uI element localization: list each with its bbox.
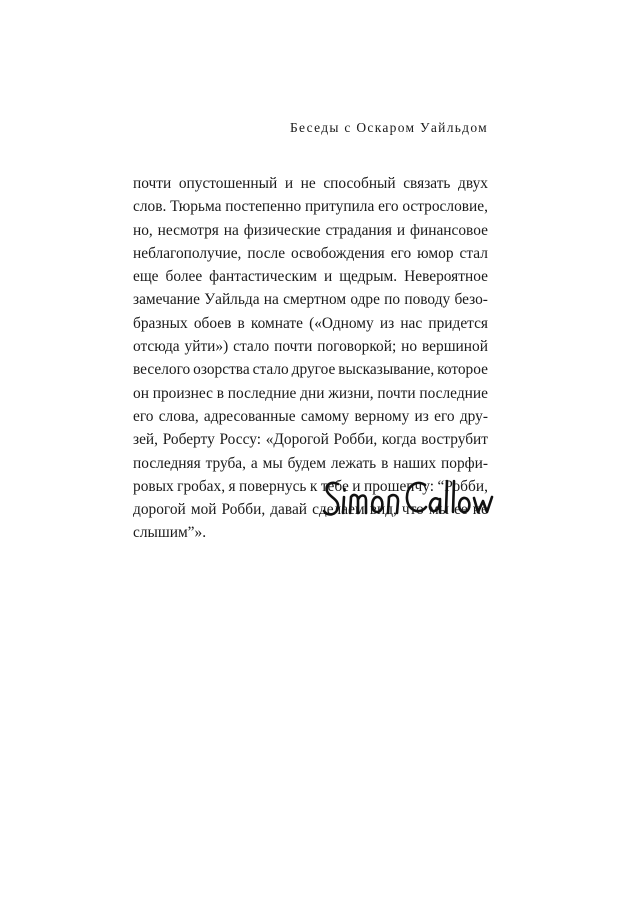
word: к — [309, 477, 318, 495]
word: связать — [403, 175, 451, 192]
text-line — [133, 195, 488, 218]
word: произнес — [152, 384, 213, 402]
text-line — [133, 335, 488, 358]
word: почти — [274, 338, 313, 356]
word: Роберту — [162, 431, 215, 449]
word: другое — [291, 361, 336, 379]
word: зей, — [133, 431, 158, 449]
word: дорогой — [133, 501, 186, 519]
word: но, — [133, 221, 153, 239]
word: мой — [190, 501, 217, 519]
word: слов. — [133, 198, 167, 216]
word: поводу — [404, 291, 451, 309]
word: и — [284, 175, 294, 192]
word: веселого — [133, 361, 191, 379]
word: вид, — [369, 501, 397, 519]
word: фантастическим — [209, 268, 317, 286]
word: лежать — [330, 454, 377, 472]
word: уйти») — [184, 338, 229, 356]
word: одре — [350, 291, 380, 309]
word: на — [223, 221, 239, 239]
text-line — [133, 172, 488, 195]
word: повернусь — [239, 477, 307, 495]
word: последние — [419, 384, 488, 402]
text-line — [133, 265, 488, 288]
word: его — [390, 244, 412, 262]
word: ее — [454, 501, 468, 519]
word: я — [228, 477, 236, 495]
word: стал — [459, 244, 488, 262]
text-line — [133, 452, 488, 475]
word: освобождения — [291, 244, 385, 262]
word: постепенно — [225, 198, 302, 216]
word: («Одному — [309, 314, 374, 332]
word: а — [250, 454, 258, 472]
word: Тюрьма — [170, 198, 222, 216]
word: по — [384, 291, 401, 309]
word: что — [401, 501, 424, 519]
word: Робби, — [221, 501, 266, 519]
word: наших — [393, 454, 437, 472]
word: финансовое — [410, 221, 488, 239]
word: не — [472, 501, 488, 519]
word: будем — [287, 454, 326, 472]
word: на — [263, 291, 279, 309]
word: не — [300, 175, 316, 192]
word: давай — [270, 501, 308, 519]
word: порфи- — [441, 454, 488, 472]
word: после — [247, 244, 286, 262]
word: прошепчу: — [363, 477, 435, 495]
word: неблагополучие, — [133, 244, 242, 262]
word: тебе — [320, 477, 349, 495]
word: в — [381, 454, 389, 472]
word: слова, — [158, 407, 199, 425]
word: верному — [354, 407, 410, 425]
word: и — [396, 221, 406, 239]
word: поговоркой; — [317, 338, 397, 356]
word: последняя — [133, 454, 201, 472]
word: дни — [300, 384, 325, 402]
word: Невероятное — [404, 268, 488, 286]
word: самому — [300, 407, 350, 425]
word: почти — [133, 175, 172, 192]
word: дру- — [459, 407, 488, 425]
text-line — [133, 312, 488, 335]
text-line — [133, 288, 488, 311]
text-line — [133, 358, 488, 381]
word: он — [133, 384, 149, 402]
running-header: Беседы с Оскаром Уайльдом — [289, 120, 488, 135]
word: Россу: — [219, 431, 261, 449]
word: когда — [381, 431, 417, 449]
word: его — [378, 198, 399, 216]
word: страдания — [325, 221, 392, 239]
word: сделаем — [312, 501, 365, 519]
text-line — [133, 219, 488, 242]
word: его — [434, 407, 455, 425]
text-line: слышим”». — [133, 524, 207, 542]
word: более — [165, 268, 203, 286]
word: стало — [252, 361, 289, 379]
word: двух — [458, 175, 488, 192]
text-line — [133, 382, 488, 405]
word: озорства — [193, 361, 250, 379]
word: из — [414, 407, 429, 425]
word: смертном — [283, 291, 347, 309]
word: его — [133, 407, 154, 425]
word: Робби, — [333, 431, 378, 449]
word: опустошенный — [178, 175, 278, 192]
word: жизни, — [328, 384, 374, 402]
text-line — [133, 242, 488, 265]
word: бразных — [133, 314, 188, 332]
word: обоев — [193, 314, 232, 332]
word: мы — [428, 501, 450, 519]
word: притупила — [304, 198, 375, 216]
word: вострубит — [421, 431, 488, 449]
word: остроcловие, — [402, 198, 488, 216]
word: почти — [377, 384, 416, 402]
word: стало — [233, 338, 270, 356]
word: способный — [323, 175, 396, 192]
text-line — [133, 428, 488, 451]
word: юмор — [417, 244, 454, 262]
word: придется — [428, 314, 488, 332]
word: замечание — [133, 291, 200, 309]
word: последние — [227, 384, 297, 402]
signature — [322, 475, 494, 523]
word: физические — [243, 221, 321, 239]
word: нас — [400, 314, 423, 332]
word: которое — [437, 361, 488, 379]
word: но — [401, 338, 418, 356]
word: высказывание, — [338, 361, 435, 379]
word: и — [352, 477, 361, 495]
word: «Дорогой — [265, 431, 329, 449]
word: Уайльда — [204, 291, 260, 309]
word: несмотря — [157, 221, 219, 239]
word: вершиной — [421, 338, 488, 356]
word: безо- — [454, 291, 488, 309]
word: и — [323, 268, 333, 286]
word: отсюда — [133, 338, 180, 356]
word: “Робби, — [437, 477, 488, 495]
word: в — [216, 384, 225, 402]
word: в — [237, 314, 245, 332]
word: еще — [133, 268, 159, 286]
word: комнате — [250, 314, 303, 332]
word: мы — [262, 454, 283, 472]
word: щедрым. — [339, 268, 398, 286]
text-line — [133, 405, 488, 428]
word: гробах, — [177, 477, 226, 495]
word: из — [379, 314, 395, 332]
word: адресованные — [203, 407, 296, 425]
word: труба, — [205, 454, 246, 472]
word: ровых — [133, 477, 174, 495]
